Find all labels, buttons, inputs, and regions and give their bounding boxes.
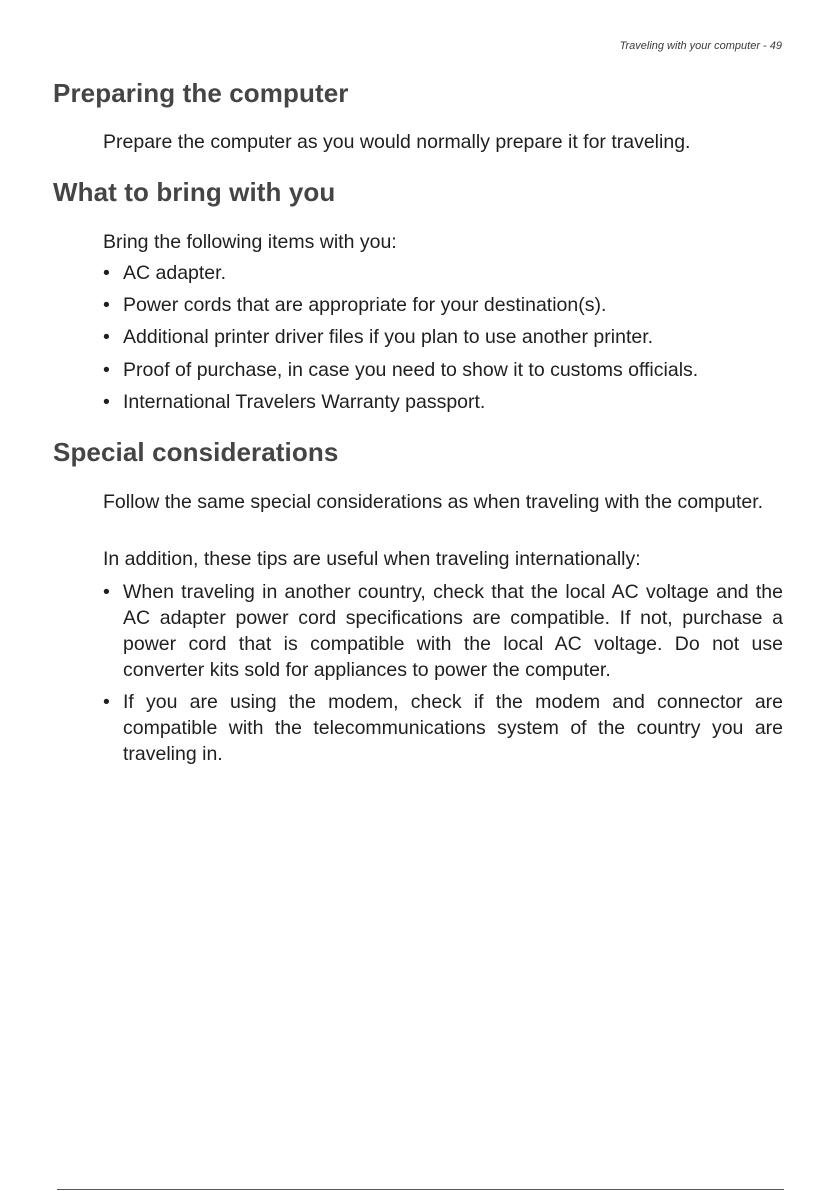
special-paragraph-2: In addition, these tips are useful when traveling internationally: (103, 548, 641, 570)
bullet-icon: • (103, 326, 110, 348)
bullet-icon: • (103, 359, 110, 381)
list-item (103, 260, 783, 286)
list-item-text: Additional printer driver files if you plan to use another printer. (123, 326, 654, 348)
bullet-icon: • (103, 691, 110, 713)
list-item-text: If you are using the modem, check if the modem and connector are compatible with the telecommunications system of the country you are traveling in. (123, 691, 783, 765)
list-item (103, 689, 783, 767)
list-item (103, 324, 783, 350)
list-item-text: Power cords that are appropriate for your destination(s). (123, 294, 607, 316)
bullet-icon: • (103, 581, 110, 603)
list-item-text: Proof of purchase, in case you need to show it to customs officials. (123, 359, 699, 381)
list-item (103, 579, 783, 683)
section-heading-special: Special considerations (53, 437, 339, 467)
footer-divider (57, 1189, 784, 1190)
special-paragraph-1: Follow the same special considerations as when traveling with the computer. (103, 491, 764, 513)
list-item-text: AC adapter. (123, 262, 226, 284)
bring-intro: Bring the following items with you: (103, 231, 397, 253)
list-item-text: When traveling in another country, check that the local AC voltage and the AC adapter power cord specifications are compatible. If not, purchase a power cord that is compatible with the local AC voltage. Do not use converter kits sold for appliances to power the computer. (123, 581, 783, 681)
bullet-icon: • (103, 391, 110, 413)
list-item (103, 389, 783, 415)
bullet-icon: • (103, 262, 110, 284)
list-item (103, 292, 783, 318)
section-heading-what-to-bring: What to bring with you (53, 177, 336, 207)
section-heading-preparing: Preparing the computer (53, 78, 349, 108)
bullet-icon: • (103, 294, 110, 316)
preparing-paragraph: Prepare the computer as you would normally prepare it for traveling. (103, 131, 691, 153)
list-item (103, 357, 783, 383)
list-item-text: International Travelers Warranty passport. (123, 391, 486, 413)
running-header: Traveling with your computer - 49 (619, 40, 782, 52)
